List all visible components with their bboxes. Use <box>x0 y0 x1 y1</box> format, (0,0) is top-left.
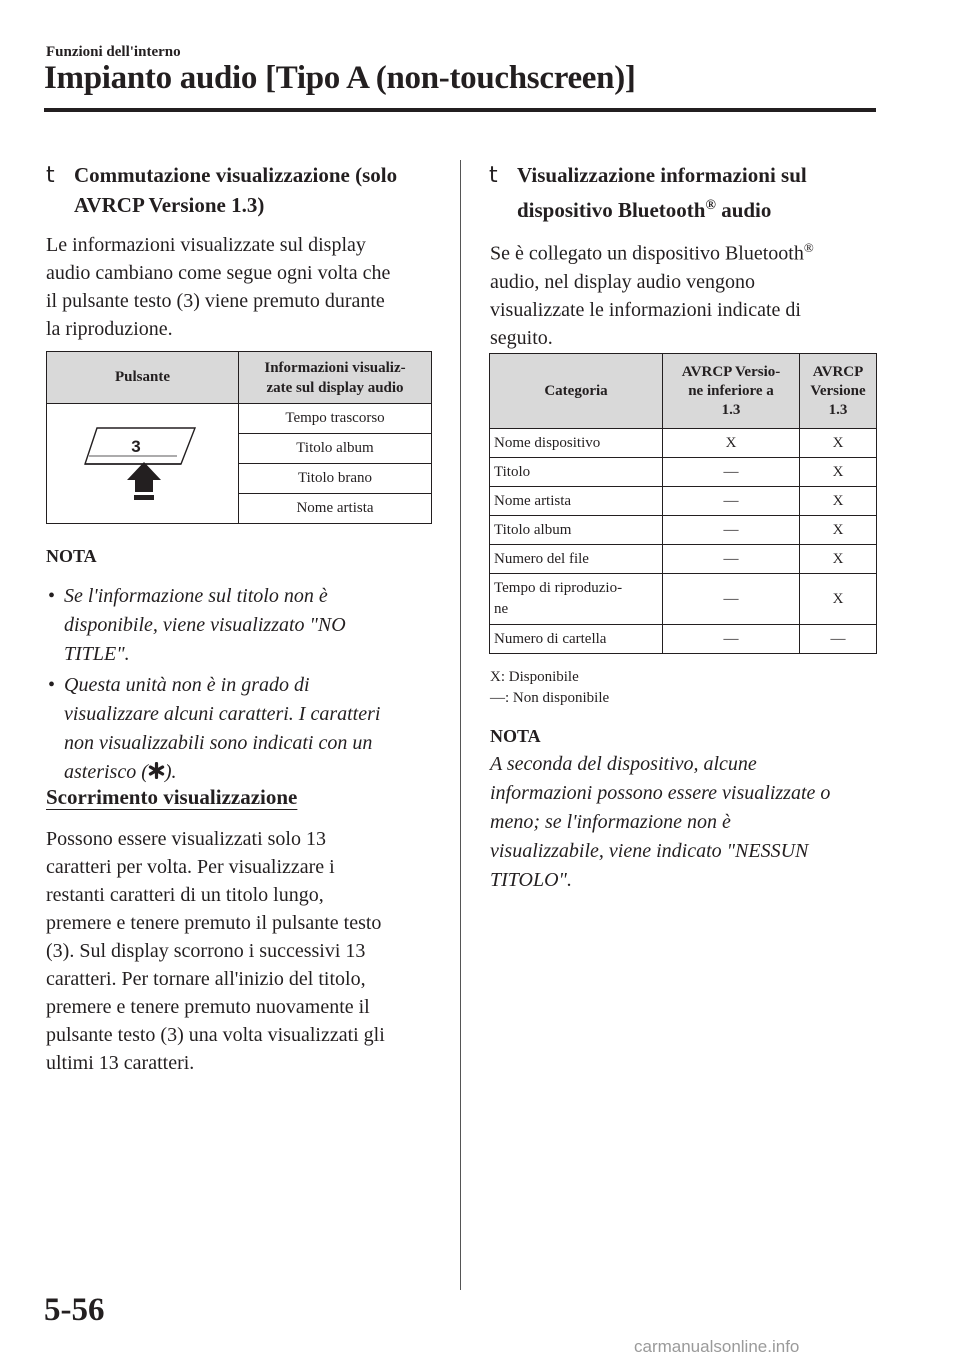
text-line: la riproduzione. <box>46 318 173 340</box>
text-line: Se l'informazione sul titolo non è <box>64 585 328 607</box>
table-row <box>490 574 877 625</box>
header-category: Categoria <box>490 354 663 429</box>
text-line: audio cambiano come segue ogni volta che <box>46 262 391 284</box>
nota-label-left: NOTA <box>46 546 97 566</box>
row-label <box>490 574 663 625</box>
table-row <box>490 625 877 654</box>
text-line: A seconda del dispositivo, alcune <box>490 753 757 775</box>
header-line: AVRCP <box>812 363 864 380</box>
button-number-label: 3 <box>131 436 141 456</box>
row-value-low: — <box>663 458 800 487</box>
press-arrow-icon <box>127 462 161 492</box>
column-divider <box>460 160 461 1290</box>
right-intro <box>490 234 880 352</box>
row-value-13: X <box>800 545 877 574</box>
button-illustration-cell <box>47 404 239 524</box>
text-line: TITLE". <box>64 643 130 665</box>
text-line: caratteri. Per tornare all'inizio del titolo, <box>46 968 366 990</box>
header-line: 1.3 <box>828 401 848 418</box>
text-line: premere e tenere premuto il pulsante testo <box>46 912 382 934</box>
right-heading-line1: Visualizzazione informazioni sul <box>517 163 807 187</box>
text-line: non visualizzabili sono indicati con un <box>64 732 373 754</box>
nota-bullet <box>46 582 456 669</box>
title-rule <box>44 108 876 112</box>
text-line: il pulsante testo (3) viene premuto durante <box>46 290 385 312</box>
header-avrcp-13 <box>800 354 877 429</box>
scroll-heading: Scorrimento visualizzazione <box>46 785 298 809</box>
row-value-low: X <box>663 429 800 458</box>
row-label: Nome dispositivo <box>490 429 663 458</box>
nota-bullet <box>46 671 456 787</box>
text-line: Le informazioni visualizzate sul display <box>46 234 366 256</box>
text-line: Possono essere visualizzati solo 13 <box>46 828 326 850</box>
info-row: Nome artista <box>239 494 432 524</box>
text-line: (3). Sul display scorrono i successivi 13 <box>46 940 366 962</box>
text-line: premere e tenere premuto nuovamente il <box>46 996 370 1018</box>
legend-available: X: Disponibile <box>490 669 579 685</box>
row-value-low: — <box>663 487 800 516</box>
info-row: Titolo album <box>239 434 432 464</box>
row-value-13: X <box>800 516 877 545</box>
button-info-table <box>46 351 432 524</box>
heading-marker: t <box>489 163 498 188</box>
text-line: seguito. <box>490 326 553 349</box>
heading-marker: t <box>46 163 55 188</box>
header-line: Versione <box>810 382 866 399</box>
text-fragment: dispositivo Bluetooth <box>517 198 706 222</box>
row-label: Titolo album <box>490 516 663 545</box>
header-button: Pulsante <box>47 352 239 404</box>
left-heading <box>46 160 446 224</box>
bullet-dot: • <box>48 674 56 696</box>
text-line: caratteri per volta. Per visualizzare i <box>46 856 335 878</box>
row-value-low: — <box>663 545 800 574</box>
row-value-low: — <box>663 516 800 545</box>
row-label: Numero di cartella <box>490 625 663 654</box>
asterisk-icon <box>148 762 165 779</box>
watermark: carmanualsonline.info <box>634 1337 800 1356</box>
bluetooth-info-table <box>489 353 877 654</box>
header-line: zate sul display audio <box>266 379 404 396</box>
text-line: ultimi 13 caratteri. <box>46 1052 195 1074</box>
text-line: meno; se l'informazione non è <box>490 811 731 833</box>
nota-right <box>490 750 890 895</box>
legend-unavailable: —: Non disponibile <box>490 690 610 706</box>
text-fragment: Se è collegato un dispositivo Bluetooth <box>490 242 804 265</box>
text-line: visualizzabile, viene indicato "NESSUN <box>490 840 809 862</box>
nota-label-right: NOTA <box>490 726 541 746</box>
text-fragment: audio <box>715 198 772 222</box>
left-intro <box>46 231 456 343</box>
row-label: Titolo <box>490 458 663 487</box>
text-fragment: ). <box>164 761 177 783</box>
section-kicker: Funzioni dell'interno <box>46 44 181 60</box>
text-line: pulsante testo (3) una volta visualizzati gli <box>46 1024 385 1046</box>
text-line: disponibile, viene visualizzato "NO <box>64 614 346 636</box>
header-line: ne inferiore a <box>688 382 774 399</box>
right-heading-line2 <box>517 190 771 226</box>
scroll-paragraph <box>46 825 456 1077</box>
header-line: Informazioni visualiz- <box>264 359 406 376</box>
row-value-13: — <box>800 625 877 654</box>
nota-list-left <box>46 582 456 787</box>
registered-mark: ® <box>803 240 814 255</box>
text-line: TITOLO". <box>490 869 572 891</box>
text-line: restanti caratteri di un titolo lungo, <box>46 884 324 906</box>
row-value-13: X <box>800 429 877 458</box>
row-value-13: X <box>800 458 877 487</box>
header-avrcp-low <box>663 354 800 429</box>
right-heading <box>489 160 889 224</box>
legend-notes <box>490 667 609 709</box>
text-line <box>64 758 456 787</box>
page-title: Impianto audio [Tipo A (non-touchscreen)] <box>44 60 636 96</box>
text-line: informazioni possono essere visualizzate o <box>490 782 831 804</box>
row-value-13: X <box>800 487 877 516</box>
page-number: 5-56 <box>44 1292 105 1328</box>
table-row <box>490 487 877 516</box>
left-heading-line1: Commutazione visualizzazione (solo <box>74 163 398 187</box>
text-line: Questa unità non è in grado di <box>64 674 310 696</box>
info-row: Titolo brano <box>239 464 432 494</box>
table-row <box>490 458 877 487</box>
registered-mark: ® <box>705 198 716 213</box>
table-row <box>490 516 877 545</box>
header-line: 1.3 <box>721 401 741 418</box>
text-fragment: asterisco ( <box>64 761 148 783</box>
text-line: audio, nel display audio vengono <box>490 270 755 293</box>
row-value-low: — <box>663 574 800 625</box>
text-line: visualizzate le informazioni indicate di <box>490 298 801 321</box>
table-row <box>490 429 877 458</box>
header-info <box>239 352 432 404</box>
row-value-13: X <box>800 574 877 625</box>
label-line: ne <box>494 601 509 617</box>
text-line: visualizzare alcuni caratteri. I caratteri <box>64 703 381 725</box>
row-value-low: — <box>663 625 800 654</box>
text-button-illustration <box>47 406 237 522</box>
label-line: Tempo di riproduzio- <box>494 580 623 596</box>
row-label: Numero del file <box>490 545 663 574</box>
bullet-dot: • <box>48 585 56 607</box>
header-line: AVRCP Versio- <box>681 363 781 380</box>
row-label: Nome artista <box>490 487 663 516</box>
left-heading-line2: AVRCP Versione 1.3) <box>74 193 265 217</box>
text-line <box>490 234 880 268</box>
info-row: Tempo trascorso <box>239 404 432 434</box>
table-row <box>490 545 877 574</box>
